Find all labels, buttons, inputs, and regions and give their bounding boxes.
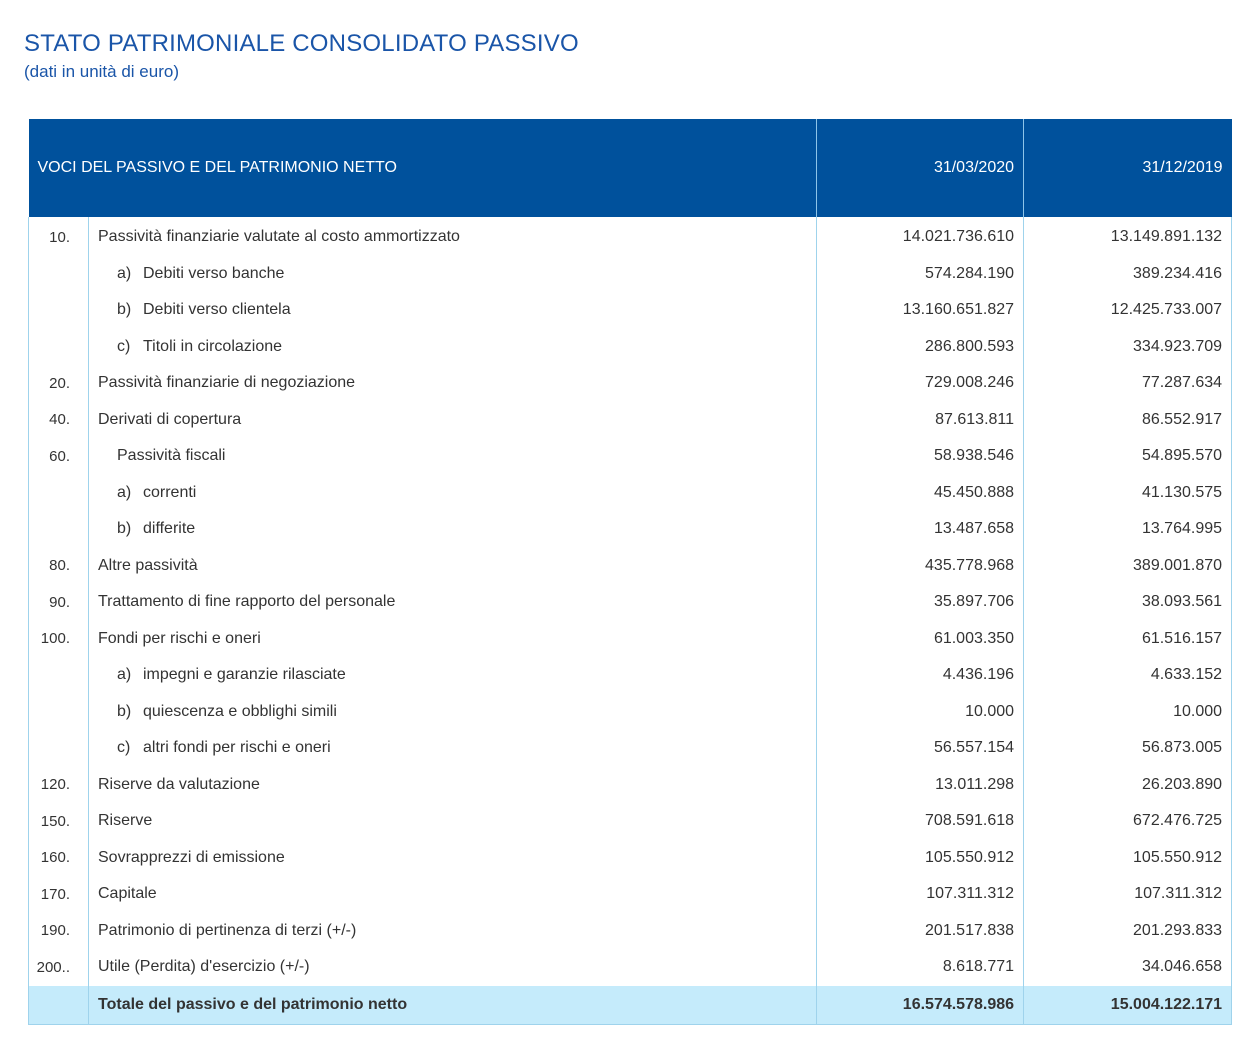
table-body bbox=[29, 217, 1232, 1024]
row-value-2020: 107.311.312 bbox=[817, 876, 1024, 913]
table-row bbox=[29, 292, 1232, 329]
row-label: Patrimonio di pertinenza di terzi (+/-) bbox=[89, 913, 817, 950]
row-value-2020: 13.011.298 bbox=[817, 767, 1024, 804]
total-value-2019: 15.004.122.171 bbox=[1024, 986, 1232, 1025]
row-value-2019: 41.130.575 bbox=[1024, 475, 1232, 512]
row-code: 170. bbox=[29, 876, 89, 913]
row-value-2020: 61.003.350 bbox=[817, 621, 1024, 658]
row-value-2020: 201.517.838 bbox=[817, 913, 1024, 950]
total-value-2020: 16.574.578.986 bbox=[817, 986, 1024, 1025]
row-letter: b) bbox=[117, 301, 132, 319]
table-row bbox=[29, 840, 1232, 877]
row-value-2020: 14.021.736.610 bbox=[817, 217, 1024, 256]
row-value-2019: 334.923.709 bbox=[1024, 329, 1232, 366]
row-label: Passività fiscali bbox=[89, 438, 817, 475]
row-value-2019: 77.287.634 bbox=[1024, 365, 1232, 402]
row-label bbox=[89, 694, 817, 731]
row-code bbox=[29, 694, 89, 731]
table-header-row bbox=[29, 119, 1232, 217]
balance-sheet-table bbox=[28, 119, 1232, 1025]
row-value-2020: 574.284.190 bbox=[817, 256, 1024, 293]
row-letter: a) bbox=[117, 483, 132, 501]
row-value-2019: 201.293.833 bbox=[1024, 913, 1232, 950]
row-code: 60. bbox=[29, 438, 89, 475]
row-code: 40. bbox=[29, 402, 89, 439]
row-value-2019: 38.093.561 bbox=[1024, 584, 1232, 621]
row-code bbox=[29, 657, 89, 694]
row-label: Fondi per rischi e oneri bbox=[89, 621, 817, 658]
row-label: Trattamento di fine rapporto del personale bbox=[89, 584, 817, 621]
column-header-2019: 31/12/2019 bbox=[1024, 119, 1232, 217]
row-code bbox=[29, 475, 89, 512]
row-label bbox=[89, 511, 817, 548]
row-code: 190. bbox=[29, 913, 89, 950]
row-value-2019: 107.311.312 bbox=[1024, 876, 1232, 913]
row-value-2020: 286.800.593 bbox=[817, 329, 1024, 366]
row-value-2020: 105.550.912 bbox=[817, 840, 1024, 877]
row-label bbox=[89, 475, 817, 512]
row-code: 150. bbox=[29, 803, 89, 840]
table-row bbox=[29, 767, 1232, 804]
row-label bbox=[89, 256, 817, 293]
row-label-text: Debiti verso clientela bbox=[143, 301, 291, 319]
row-code: 90. bbox=[29, 584, 89, 621]
row-code bbox=[29, 511, 89, 548]
row-code: 200.. bbox=[29, 949, 89, 986]
column-header-2020: 31/03/2020 bbox=[817, 119, 1024, 217]
row-value-2020: 435.778.968 bbox=[817, 548, 1024, 585]
row-value-2019: 13.149.891.132 bbox=[1024, 217, 1232, 256]
row-label bbox=[89, 657, 817, 694]
row-code: 80. bbox=[29, 548, 89, 585]
row-value-2019: 12.425.733.007 bbox=[1024, 292, 1232, 329]
table-row bbox=[29, 803, 1232, 840]
row-label-text: differite bbox=[143, 520, 196, 538]
table-row bbox=[29, 548, 1232, 585]
row-code: 20. bbox=[29, 365, 89, 402]
row-code bbox=[29, 329, 89, 366]
row-letter: c) bbox=[117, 739, 131, 757]
total-row bbox=[29, 986, 1232, 1025]
row-value-2019: 86.552.917 bbox=[1024, 402, 1232, 439]
row-label: Passività finanziarie di negoziazione bbox=[89, 365, 817, 402]
row-code bbox=[29, 730, 89, 767]
row-label bbox=[89, 730, 817, 767]
row-value-2020: 708.591.618 bbox=[817, 803, 1024, 840]
row-value-2019: 34.046.658 bbox=[1024, 949, 1232, 986]
table-row bbox=[29, 913, 1232, 950]
row-label: Capitale bbox=[89, 876, 817, 913]
row-code: 100. bbox=[29, 621, 89, 658]
table-row bbox=[29, 329, 1232, 366]
table-row bbox=[29, 584, 1232, 621]
table-row bbox=[29, 949, 1232, 986]
row-value-2020: 58.938.546 bbox=[817, 438, 1024, 475]
row-value-2019: 672.476.725 bbox=[1024, 803, 1232, 840]
table-row bbox=[29, 365, 1232, 402]
column-header-voci: VOCI DEL PASSIVO E DEL PATRIMONIO NETTO bbox=[29, 119, 817, 217]
row-letter: b) bbox=[117, 702, 132, 720]
total-code bbox=[29, 986, 89, 1025]
row-label: Utile (Perdita) d'esercizio (+/-) bbox=[89, 949, 817, 986]
row-label bbox=[89, 292, 817, 329]
row-label-text: Debiti verso banche bbox=[143, 264, 285, 282]
row-label: Passività finanziarie valutate al costo ammortizzato bbox=[89, 217, 817, 256]
row-value-2020: 729.008.246 bbox=[817, 365, 1024, 402]
row-code: 120. bbox=[29, 767, 89, 804]
table-row bbox=[29, 402, 1232, 439]
row-code: 10. bbox=[29, 217, 89, 256]
row-code bbox=[29, 292, 89, 329]
row-letter: b) bbox=[117, 520, 132, 538]
page-subtitle: (dati in unità di euro) bbox=[24, 62, 179, 81]
row-code: 160. bbox=[29, 840, 89, 877]
row-value-2019: 56.873.005 bbox=[1024, 730, 1232, 767]
row-value-2020: 87.613.811 bbox=[817, 402, 1024, 439]
row-value-2020: 56.557.154 bbox=[817, 730, 1024, 767]
row-value-2019: 54.895.570 bbox=[1024, 438, 1232, 475]
row-value-2020: 8.618.771 bbox=[817, 949, 1024, 986]
table-row bbox=[29, 217, 1232, 256]
row-value-2020: 13.487.658 bbox=[817, 511, 1024, 548]
table-row bbox=[29, 876, 1232, 913]
table-row bbox=[29, 621, 1232, 658]
row-value-2019: 389.001.870 bbox=[1024, 548, 1232, 585]
row-value-2019: 4.633.152 bbox=[1024, 657, 1232, 694]
row-value-2019: 10.000 bbox=[1024, 694, 1232, 731]
row-letter: a) bbox=[117, 264, 132, 282]
total-label: Totale del passivo e del patrimonio netto bbox=[89, 986, 817, 1025]
row-value-2020: 35.897.706 bbox=[817, 584, 1024, 621]
row-letter: c) bbox=[117, 337, 131, 355]
row-code bbox=[29, 256, 89, 293]
table-row bbox=[29, 475, 1232, 512]
row-value-2020: 4.436.196 bbox=[817, 657, 1024, 694]
row-value-2020: 45.450.888 bbox=[817, 475, 1024, 512]
row-label bbox=[89, 329, 817, 366]
table-row bbox=[29, 511, 1232, 548]
row-label-text: correnti bbox=[143, 483, 197, 501]
row-value-2019: 26.203.890 bbox=[1024, 767, 1232, 804]
table-row bbox=[29, 657, 1232, 694]
table-row bbox=[29, 438, 1232, 475]
row-value-2019: 105.550.912 bbox=[1024, 840, 1232, 877]
row-label-text: quiescenza e obblighi simili bbox=[143, 702, 337, 720]
row-label-text: Titoli in circolazione bbox=[143, 337, 283, 355]
row-label-text: impegni e garanzie rilasciate bbox=[143, 666, 346, 684]
row-label-text: altri fondi per rischi e oneri bbox=[143, 739, 331, 757]
row-label: Derivati di copertura bbox=[89, 402, 817, 439]
table-row bbox=[29, 730, 1232, 767]
page-title: STATO PATRIMONIALE CONSOLIDATO PASSIVO bbox=[24, 30, 579, 57]
row-value-2020: 10.000 bbox=[817, 694, 1024, 731]
row-value-2019: 13.764.995 bbox=[1024, 511, 1232, 548]
row-label: Sovrapprezzi di emissione bbox=[89, 840, 817, 877]
row-value-2020: 13.160.651.827 bbox=[817, 292, 1024, 329]
row-label: Altre passività bbox=[89, 548, 817, 585]
row-label: Riserve bbox=[89, 803, 817, 840]
table-row bbox=[29, 694, 1232, 731]
row-label: Riserve da valutazione bbox=[89, 767, 817, 804]
row-value-2019: 61.516.157 bbox=[1024, 621, 1232, 658]
row-value-2019: 389.234.416 bbox=[1024, 256, 1232, 293]
row-letter: a) bbox=[117, 666, 132, 684]
table-row bbox=[29, 256, 1232, 293]
